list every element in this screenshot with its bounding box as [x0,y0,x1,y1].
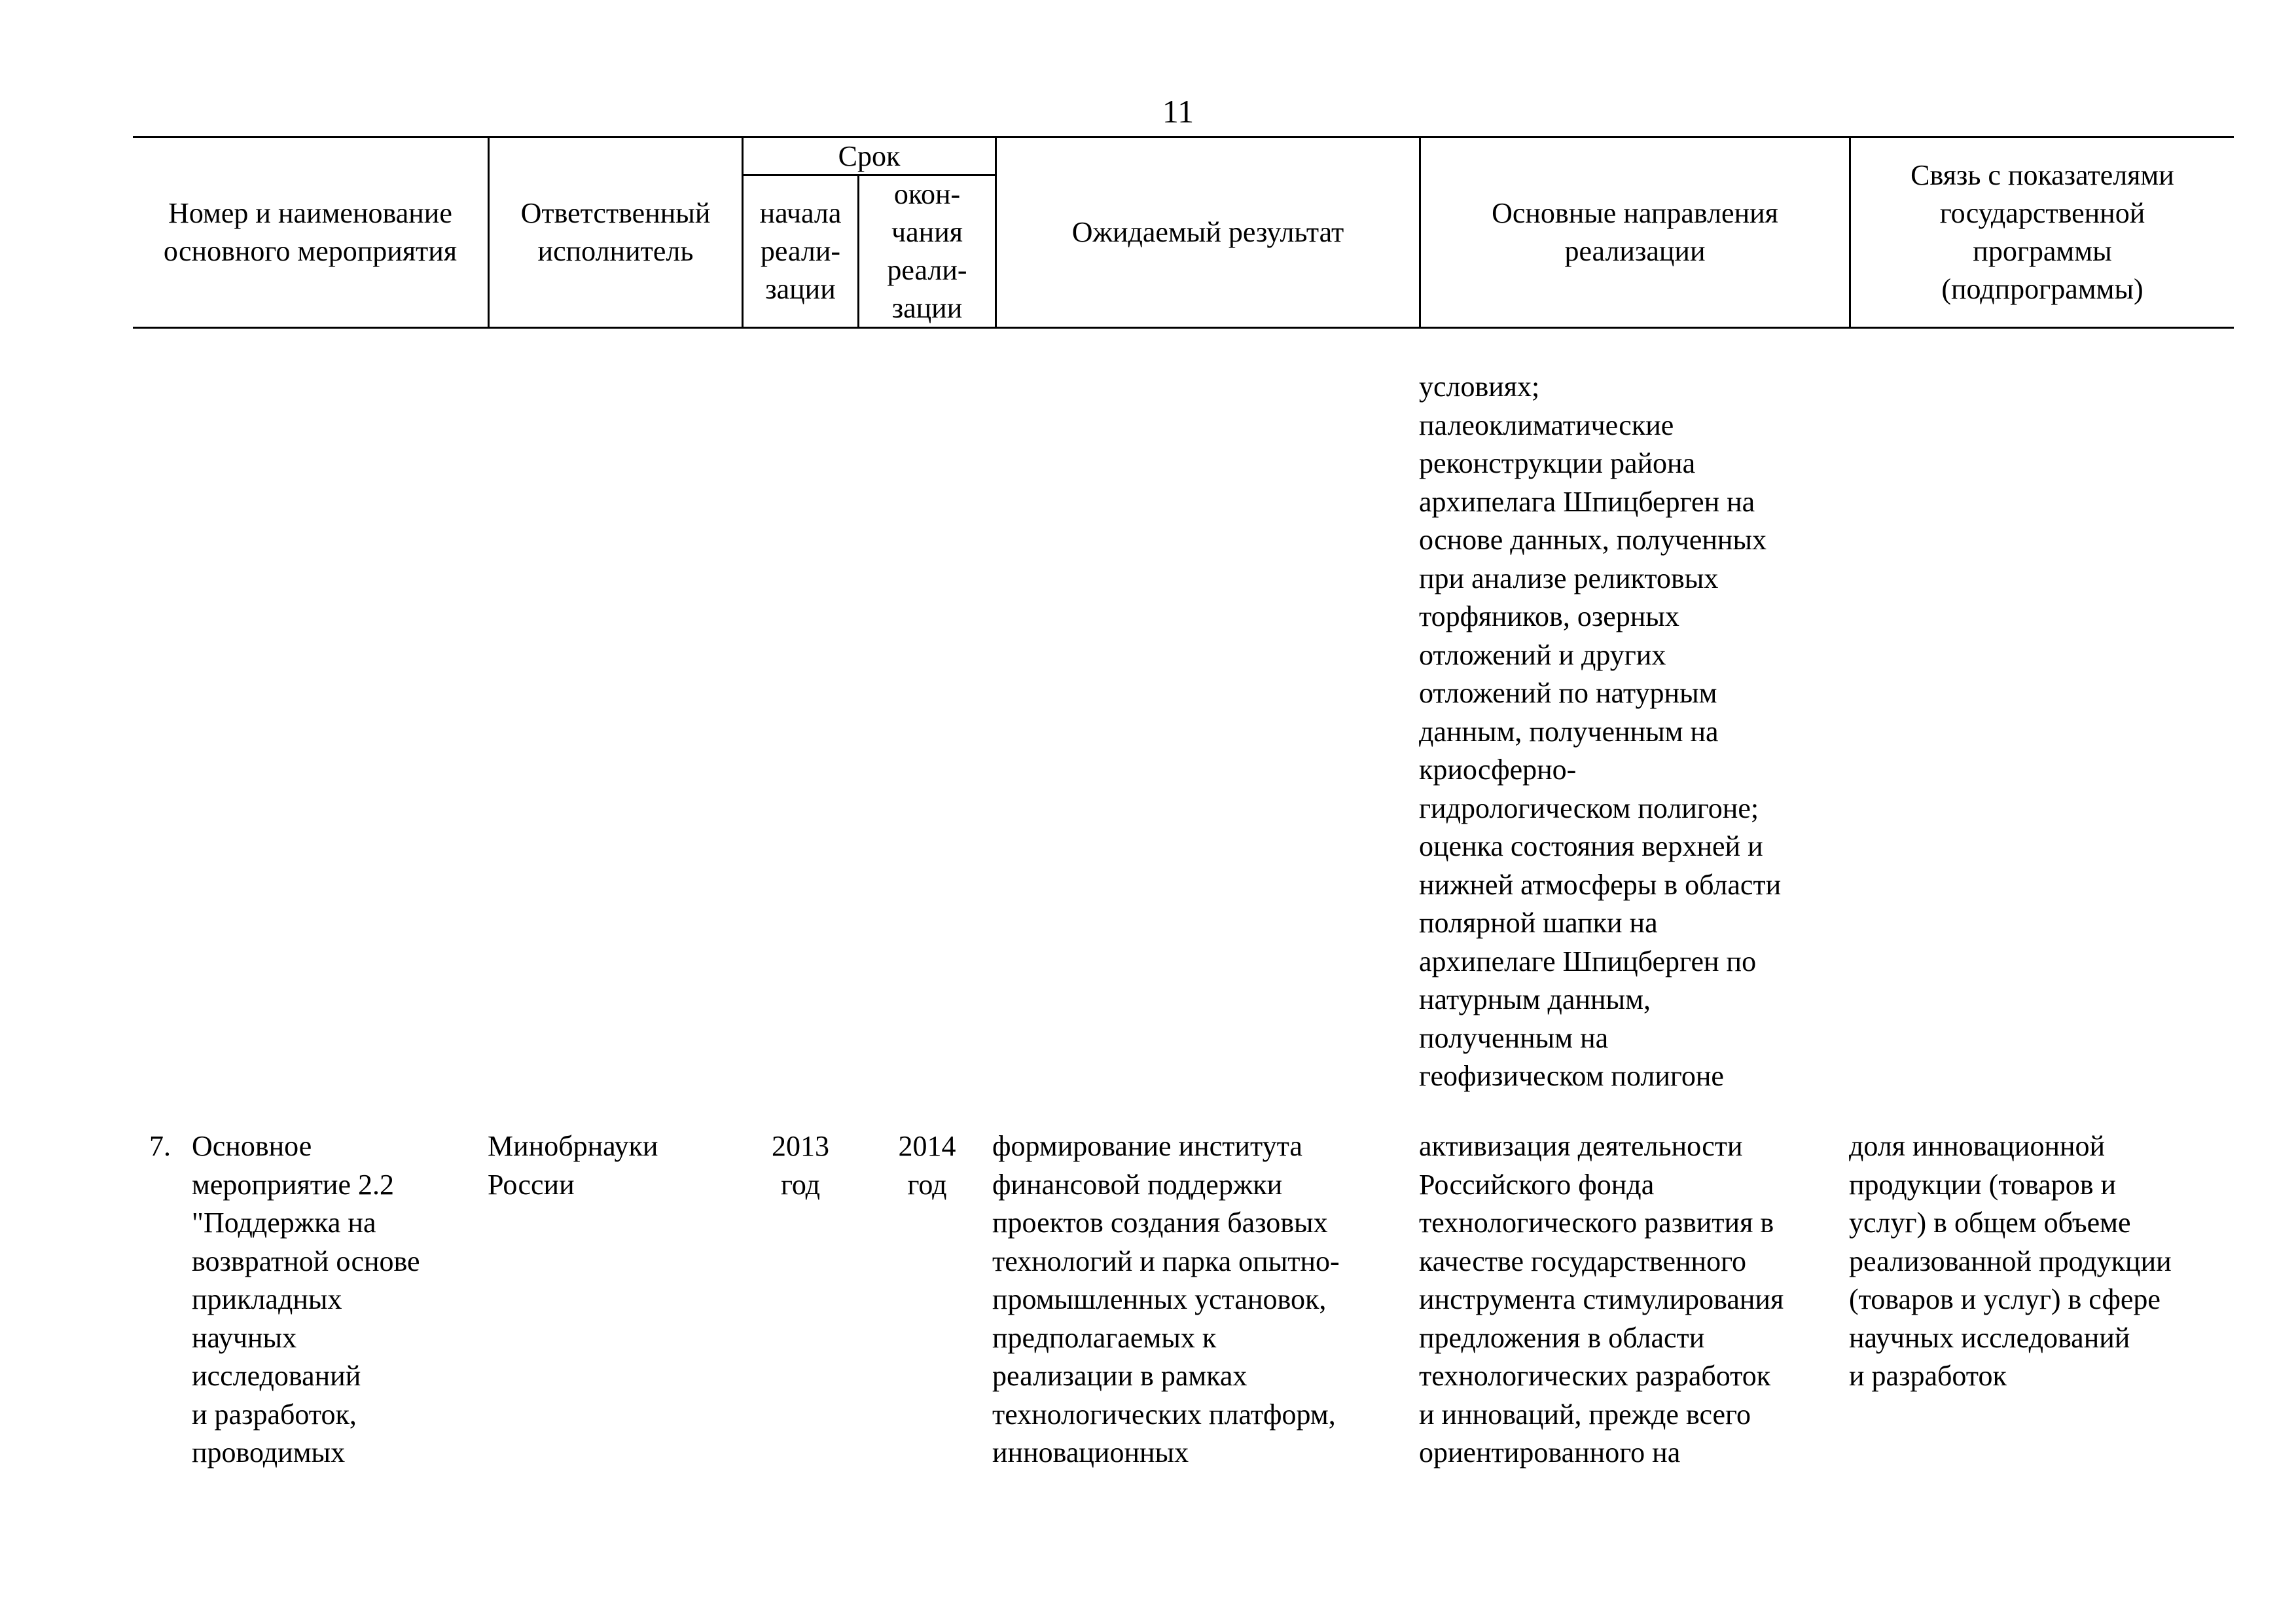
header-number-name: Номер и наименование основного мероприятия [163,197,457,267]
header-directions: Основные направления реализации [1492,197,1778,267]
row-end-year: 2014 год [898,1130,956,1201]
row-indicator-link: доля инновационной продукции (товаров и услуг) в общем объеме реализованной продукции (товаров и услуг) в сфере научных исследований и разработок [1849,1130,2172,1392]
header-term: Срок [838,139,901,172]
page-number: 11 [1162,93,1194,130]
continuation-directions-text: условиях; палеоклиматические реконструкции района архипелага Шпицберген на основе данных, полученных при анализе реликтовых торфяников, озерных отложений и других отложений по натурным данным, полученным на криосферно- гидрологическом полигоне; оценка состояния верхней и нижней атмосферы в области полярной шапки на архипелаге Шпицберген по натурным данным, полученным на геофизическом полигоне [1419,371,1782,1092]
row-directions: активизация деятельности Российского фонда технологического развития в качестве государственного инструмента стимулирования предложения в области технологических разработок и инноваций, прежде всего ориентированного на [1419,1130,1784,1468]
header-expected-result: Ожидаемый результат [1071,216,1344,248]
header-responsible: Ответственный исполнитель [520,197,711,267]
row-start-year: 2013 год [772,1130,829,1201]
header-term-end: окон- чания реали- зации [887,178,967,324]
header-link: Связь с показателями государственной программы (подпрограммы) [1910,159,2174,305]
row-responsible: Минобрнауки России [488,1130,658,1201]
row-expected-result: формирование института финансовой поддержки проектов создания базовых технологий и парка опытно- промышленных установок, предполагаемых к реализации в рамках технологических платформ, инновационных [992,1130,1340,1468]
row-number: 7. [149,1130,171,1162]
header-bottom-border [133,327,2234,329]
header-term-start: начала реали- зации [759,197,842,305]
row-activity-name: Основное мероприятие 2.2 "Поддержка на возвратной основе прикладных научных исследований и разработок, проводимых [192,1130,420,1468]
